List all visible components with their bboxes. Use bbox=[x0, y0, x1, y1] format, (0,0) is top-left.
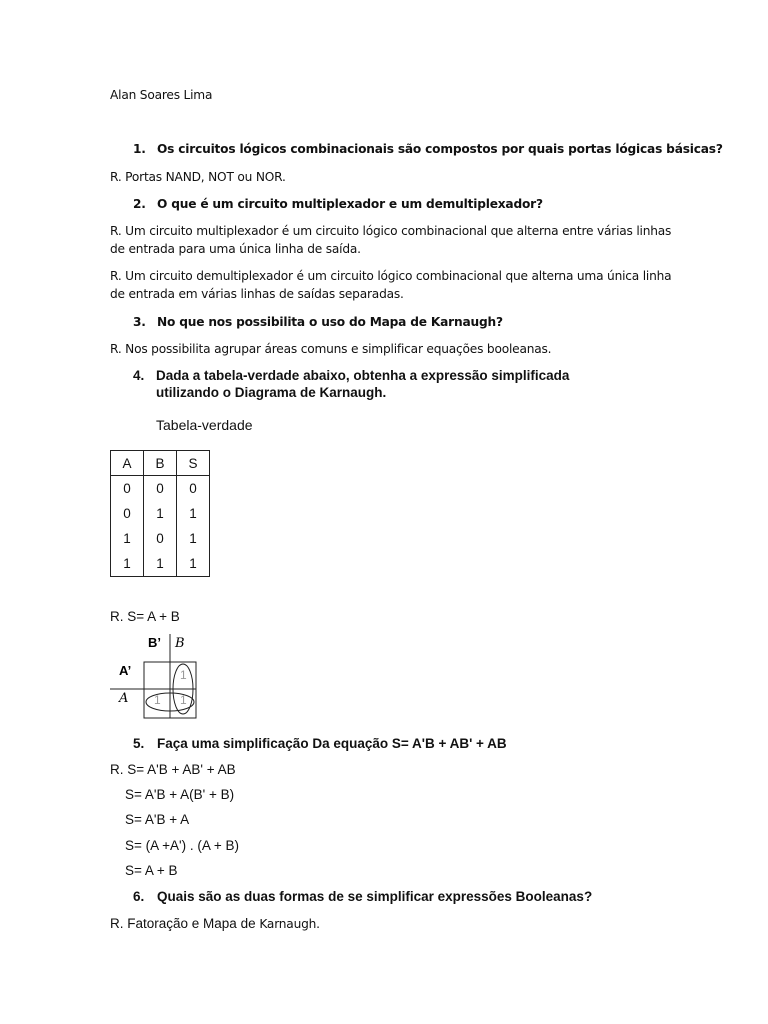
table-row bbox=[111, 501, 210, 526]
question-4-line-1: Dada a tabela-verdade abaixo, obtenha a expressão simplificada bbox=[156, 368, 570, 383]
table-cell: 0 bbox=[111, 476, 144, 502]
kmap-row-label-a-neg: A’ bbox=[119, 663, 132, 678]
table-cell: 0 bbox=[144, 526, 177, 551]
table-cell: 0 bbox=[177, 476, 210, 502]
table-header-b: B bbox=[144, 451, 177, 476]
table-header-a: A bbox=[111, 451, 144, 476]
table-cell: 1 bbox=[177, 551, 210, 577]
table-caption: Tabela-verdade bbox=[156, 417, 253, 433]
answer-6-part-2: Karnaugh. bbox=[259, 917, 320, 931]
answer-2-demultiplexer-line-1: R. Um circuito demultiplexador é um circuito lógico combinacional que alterna uma única linha bbox=[110, 269, 672, 283]
question-number: 2. bbox=[133, 197, 146, 211]
kmap-cell-a1b1: 1 bbox=[180, 693, 187, 707]
question-text: Quais são as duas formas de se simplificar expressões Booleanas? bbox=[157, 889, 593, 904]
answer-5-line-3: S= A'B + A bbox=[125, 812, 190, 827]
kmap-row-label-a: A bbox=[119, 691, 129, 706]
answer-3: R. Nos possibilita agrupar áreas comuns e simplificar equações booleanas. bbox=[110, 342, 552, 356]
table-cell: 1 bbox=[111, 526, 144, 551]
question-number: 3. bbox=[133, 315, 146, 329]
answer-5-line-4: S= (A +A') . (A + B) bbox=[125, 838, 239, 853]
table-cell: 1 bbox=[177, 501, 210, 526]
table-cell: 1 bbox=[144, 501, 177, 526]
question-3 bbox=[133, 315, 503, 329]
question-text: No que nos possibilita o uso do Mapa de Karnaugh? bbox=[157, 315, 503, 329]
question-text: Os circuitos lógicos combinacionais são compostos por quais portas lógicas básicas? bbox=[157, 142, 723, 156]
table-row bbox=[111, 526, 210, 551]
answer-5-line-2: S= A'B + A(B' + B) bbox=[125, 787, 235, 802]
question-number: 6. bbox=[133, 889, 145, 904]
answer-2-multiplexer-line-2: de entrada para uma única linha de saída. bbox=[110, 242, 361, 256]
table-row bbox=[111, 551, 210, 577]
kmap-col-label-b-neg: B’ bbox=[148, 635, 161, 650]
kmap-col-label-b: B bbox=[175, 636, 185, 651]
table-cell: 0 bbox=[144, 476, 177, 502]
question-2 bbox=[133, 197, 543, 211]
question-6 bbox=[133, 889, 592, 904]
kmap-cell-a1b0: 1 bbox=[154, 693, 161, 707]
question-number: 5. bbox=[133, 736, 145, 751]
question-text: O que é um circuito multiplexador e um demultiplexador? bbox=[157, 197, 543, 211]
truth-table bbox=[110, 450, 210, 577]
answer-1: R. Portas NAND, NOT ou NOR. bbox=[110, 170, 286, 184]
table-cell: 1 bbox=[177, 526, 210, 551]
question-4-line-2: utilizando o Diagrama de Karnaugh. bbox=[156, 385, 387, 400]
karnaugh-map bbox=[108, 632, 208, 722]
table-cell: 1 bbox=[144, 551, 177, 577]
question-text: Faça uma simplificação Da equação S= A'B + AB' + AB bbox=[157, 736, 507, 751]
question-4-number: 4. bbox=[133, 368, 145, 383]
answer-5-line-1: R. S= A'B + AB' + AB bbox=[110, 762, 236, 777]
answer-6 bbox=[110, 916, 320, 931]
answer-5-line-5: S= A + B bbox=[125, 863, 178, 878]
answer-4: R. S= A + B bbox=[110, 609, 180, 624]
question-4-text bbox=[156, 367, 658, 401]
answer-2-multiplexer-line-1: R. Um circuito multiplexador é um circuito lógico combinacional que alterna entre várias linhas bbox=[110, 224, 672, 238]
answer-6-part-1: R. Fatoração e Mapa de bbox=[110, 916, 260, 931]
answer-2-demultiplexer-line-2: de entrada em várias linhas de saídas separadas. bbox=[110, 287, 404, 301]
question-1 bbox=[133, 142, 723, 156]
table-cell: 0 bbox=[111, 501, 144, 526]
table-cell: 1 bbox=[111, 551, 144, 577]
question-number: 1. bbox=[133, 142, 146, 156]
table-header-row bbox=[111, 451, 210, 476]
table-header-s: S bbox=[177, 451, 210, 476]
table-row bbox=[111, 476, 210, 502]
author-name: Alan Soares Lima bbox=[110, 88, 213, 102]
question-5 bbox=[133, 736, 507, 751]
kmap-cell-a0b1: 1 bbox=[180, 668, 187, 682]
